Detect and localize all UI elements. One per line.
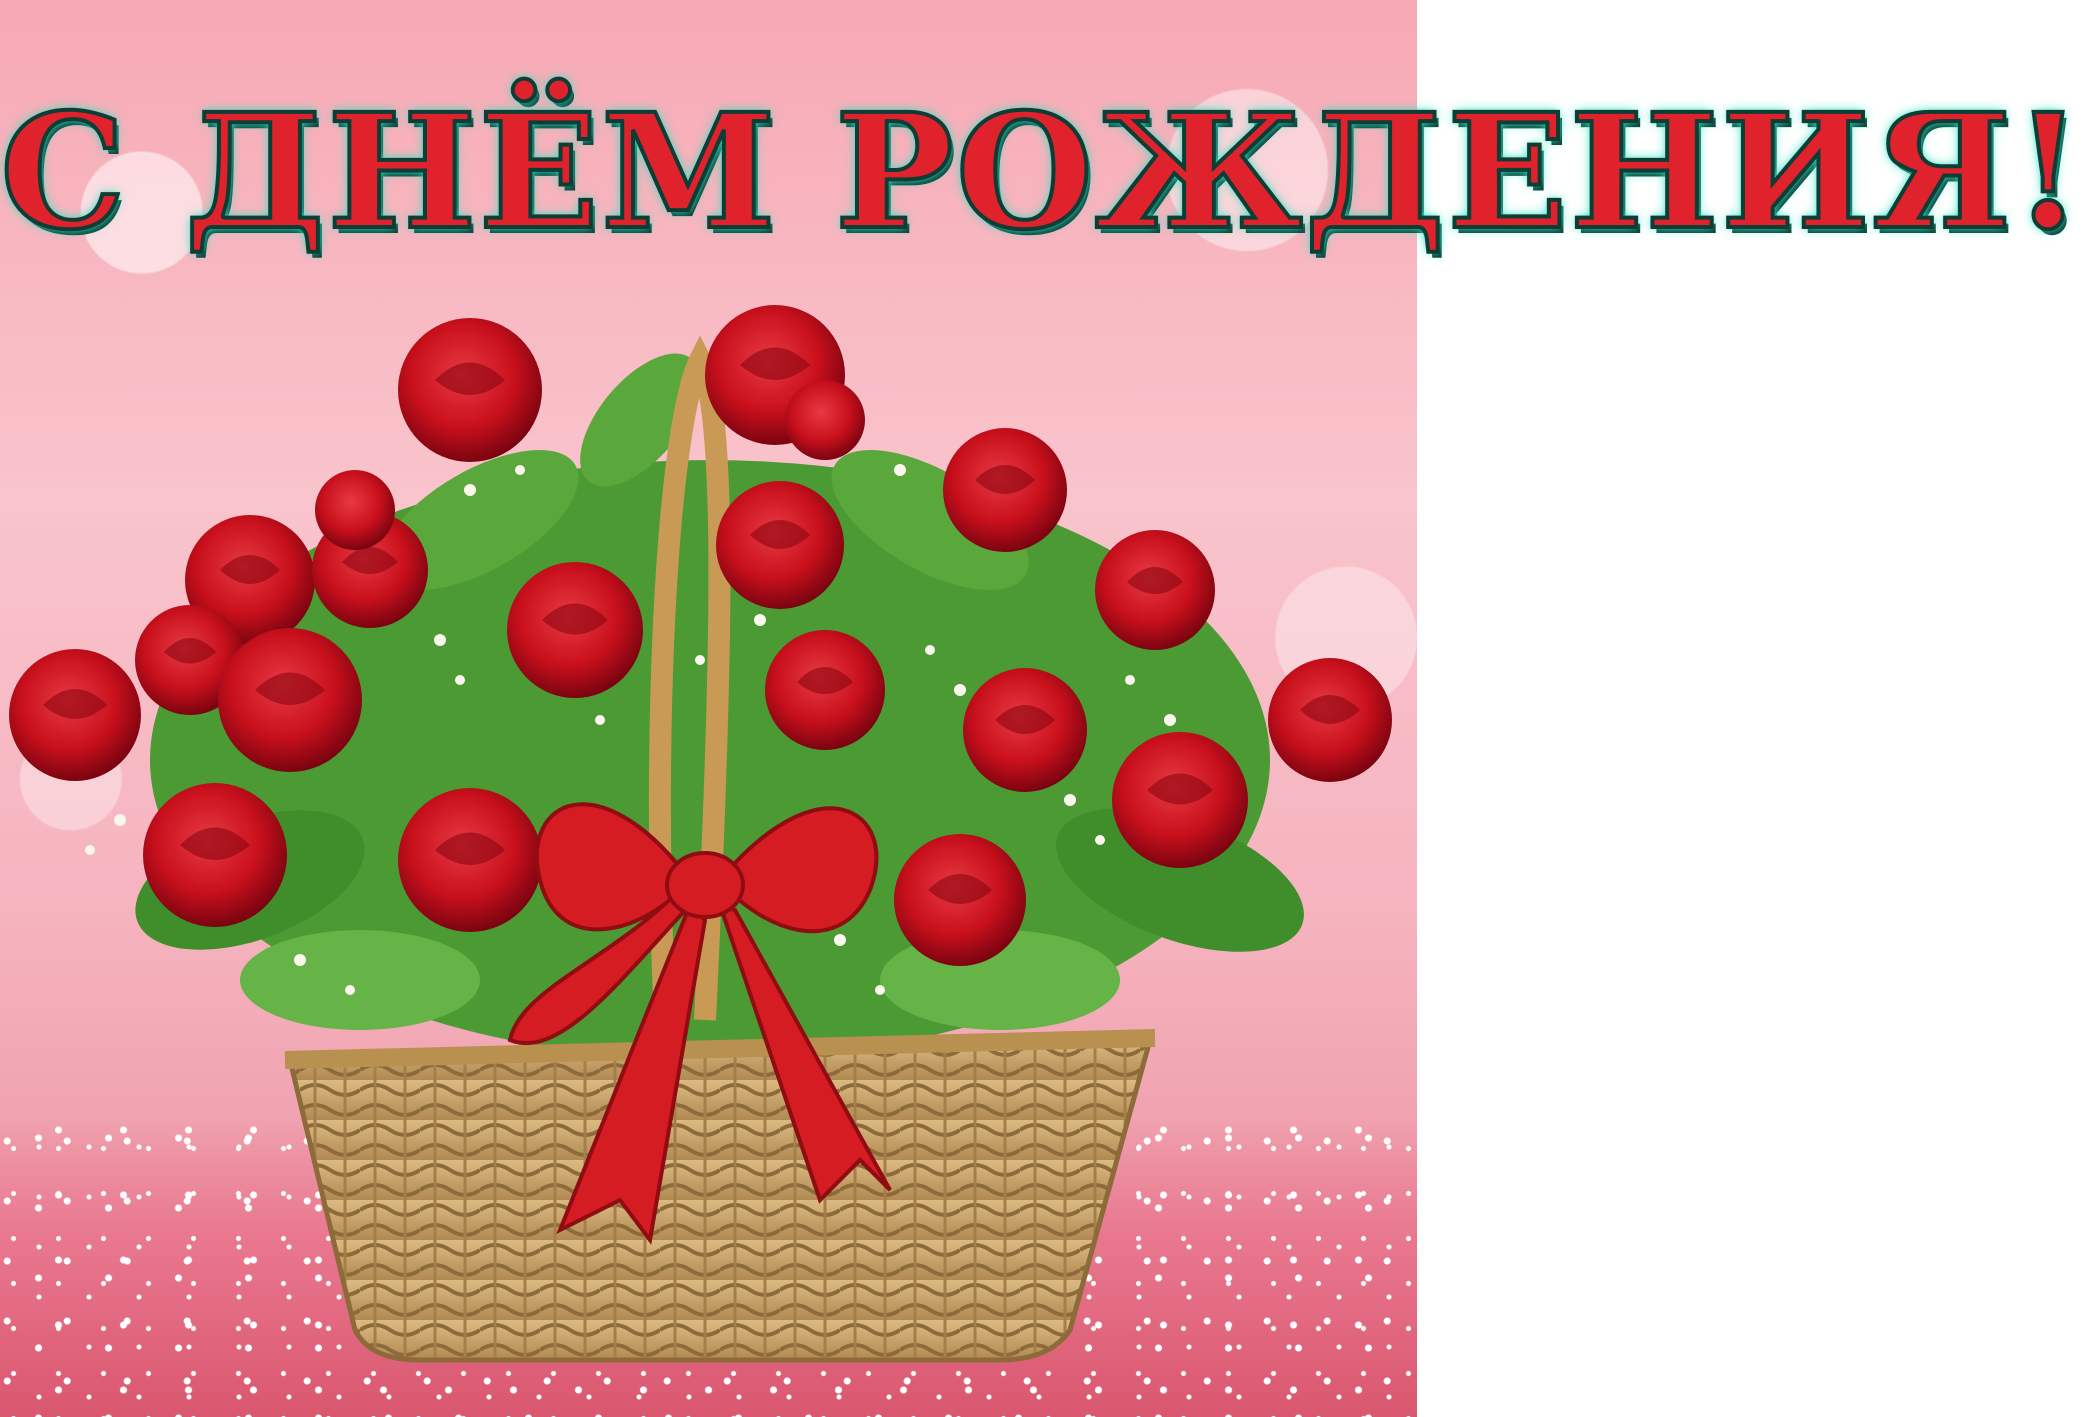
rose (1268, 658, 1392, 782)
rose (894, 834, 1026, 966)
rose (143, 783, 287, 927)
rose (507, 562, 643, 698)
rose (943, 428, 1067, 552)
wicker-basket (290, 1040, 1150, 1360)
rose (963, 668, 1087, 792)
rose (315, 470, 395, 550)
rose (218, 628, 362, 772)
rose (1095, 530, 1215, 650)
rose (785, 380, 865, 460)
rose (765, 630, 885, 750)
rose (716, 481, 844, 609)
rose (9, 649, 141, 781)
rose (398, 788, 542, 932)
greeting-title: С ДНЁМ РОЖДЕНИЯ! (0, 80, 2085, 265)
rose (1112, 732, 1248, 868)
rose (398, 318, 542, 462)
